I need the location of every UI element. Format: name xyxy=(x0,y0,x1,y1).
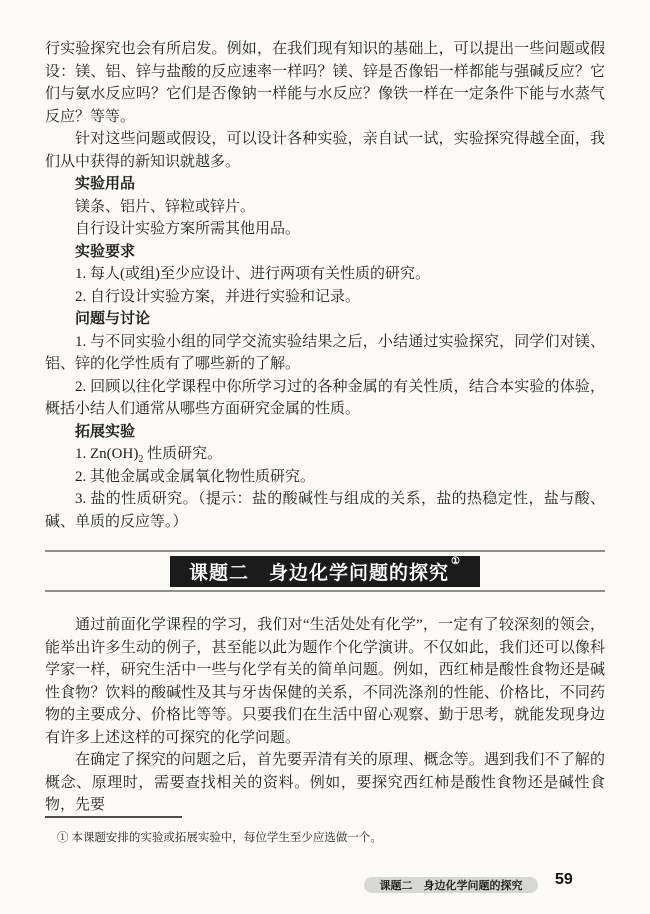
heading-extension-experiments: 拓展实验 xyxy=(75,422,136,440)
supplies-item: 自行设计实验方案所需其他用品。 xyxy=(75,221,301,237)
requirements-item: 2. 自行设计实验方案，并进行实验和记录。 xyxy=(75,288,361,305)
supplies-item: 镁条、铝片、锌粒或锌片。 xyxy=(75,198,256,215)
extension-item: 2. 其他金属或金属氧化物性质研究。 xyxy=(75,468,316,485)
paragraph-lesson-intro: 通过前面化学课程的学习，我们对“生活处处有化学”，一定有了较深刻的领会，能举出许多生动的例子，甚至能以此为题作个化学演讲。不仅如此，我们还可以像科学家一样，研究生活中一些与化学有关的简单问题。例如，西红柿是酸性食物还是碱性食物？饮料的酸碱性及其与牙齿保健的关系，不同洗涤剂的性能、价格比，不同药物的主要成分、价格比等等。只要我们在生活中留心观察、勤于思考，就能发现身边有许多上述这样的可探究的化学问题。 xyxy=(45,617,605,746)
section-banner xyxy=(45,550,605,592)
paragraph-design-experiments: 针对这些问题或假设，可以设计各种实验，亲自试一试，实验探究得越全面，我们从中获得的新知识就越多。 xyxy=(45,131,605,170)
footer-chapter-label: 课题二 身边化学问题的探究 xyxy=(379,880,523,892)
requirements-item: 1. 每人(或组)至少应设计、进行两项有关性质的研究。 xyxy=(75,266,430,282)
heading-experiment-requirements: 实验要求 xyxy=(75,242,136,260)
paragraph-lesson-method: 在确定了探究的问题之后，首先要弄清有关的原理、概念等。遇到我们不了解的概念、原理时，需要查找相关的资料。例如，要探究西红柿是酸性食物还是碱性食物，先要 xyxy=(45,752,605,813)
page-content xyxy=(45,38,605,817)
heading-questions-discussion: 问题与讨论 xyxy=(75,310,151,327)
paragraph-continuation: 行实验探究也会有所启发。例如，在我们现有知识的基础上，可以提出一些问题或假设：镁、铝、锌与盐酸的反应速率一样吗？镁、锌是否像铝一样都能与强碱反应？它们与氨水反应吗？它们是否像钠一样能与水反应？像铁一样在一定条件下能与水蒸气反应？等等。 xyxy=(45,41,605,125)
footnote-divider xyxy=(45,816,182,818)
section-title: 课题二 身边化学问题的探究 xyxy=(189,563,450,584)
footer-chapter-pill xyxy=(364,877,538,893)
extension-item-formula xyxy=(45,443,605,466)
formula-prefix: 1. Zn(OH) xyxy=(75,446,139,462)
footnote-text: ① 本课题安排的实验或拓展实验中，每位学生至少应选做一个。 xyxy=(57,832,382,844)
extension-item: 3. 盐的性质研究。（提示：盐的酸碱性与组成的关系，盐的热稳定性，盐与酸、碱、单质的反应等。） xyxy=(45,491,605,530)
page-number: 59 xyxy=(555,871,573,888)
discussion-item: 1. 与不同实验小组的同学交流实验结果之后，小结通过实验探究，同学们对镁、铝、锌的化学性质有了哪些新的了解。 xyxy=(45,333,605,372)
formula-subscript: 2 xyxy=(138,454,144,465)
banner-top-rule xyxy=(45,550,605,552)
heading-experiment-supplies: 实验用品 xyxy=(75,175,136,192)
banner-bottom-rule xyxy=(45,590,605,592)
discussion-item: 2. 回顾以往化学课程中你所学习过的各种金属的有关性质，结合本实验的体验，概括小结人们通常从哪些方面研究金属的性质。 xyxy=(45,378,605,417)
section-title-banner: 课题二 身边化学问题的探究 ① xyxy=(170,556,480,587)
formula-suffix: 性质研究。 xyxy=(143,446,223,462)
